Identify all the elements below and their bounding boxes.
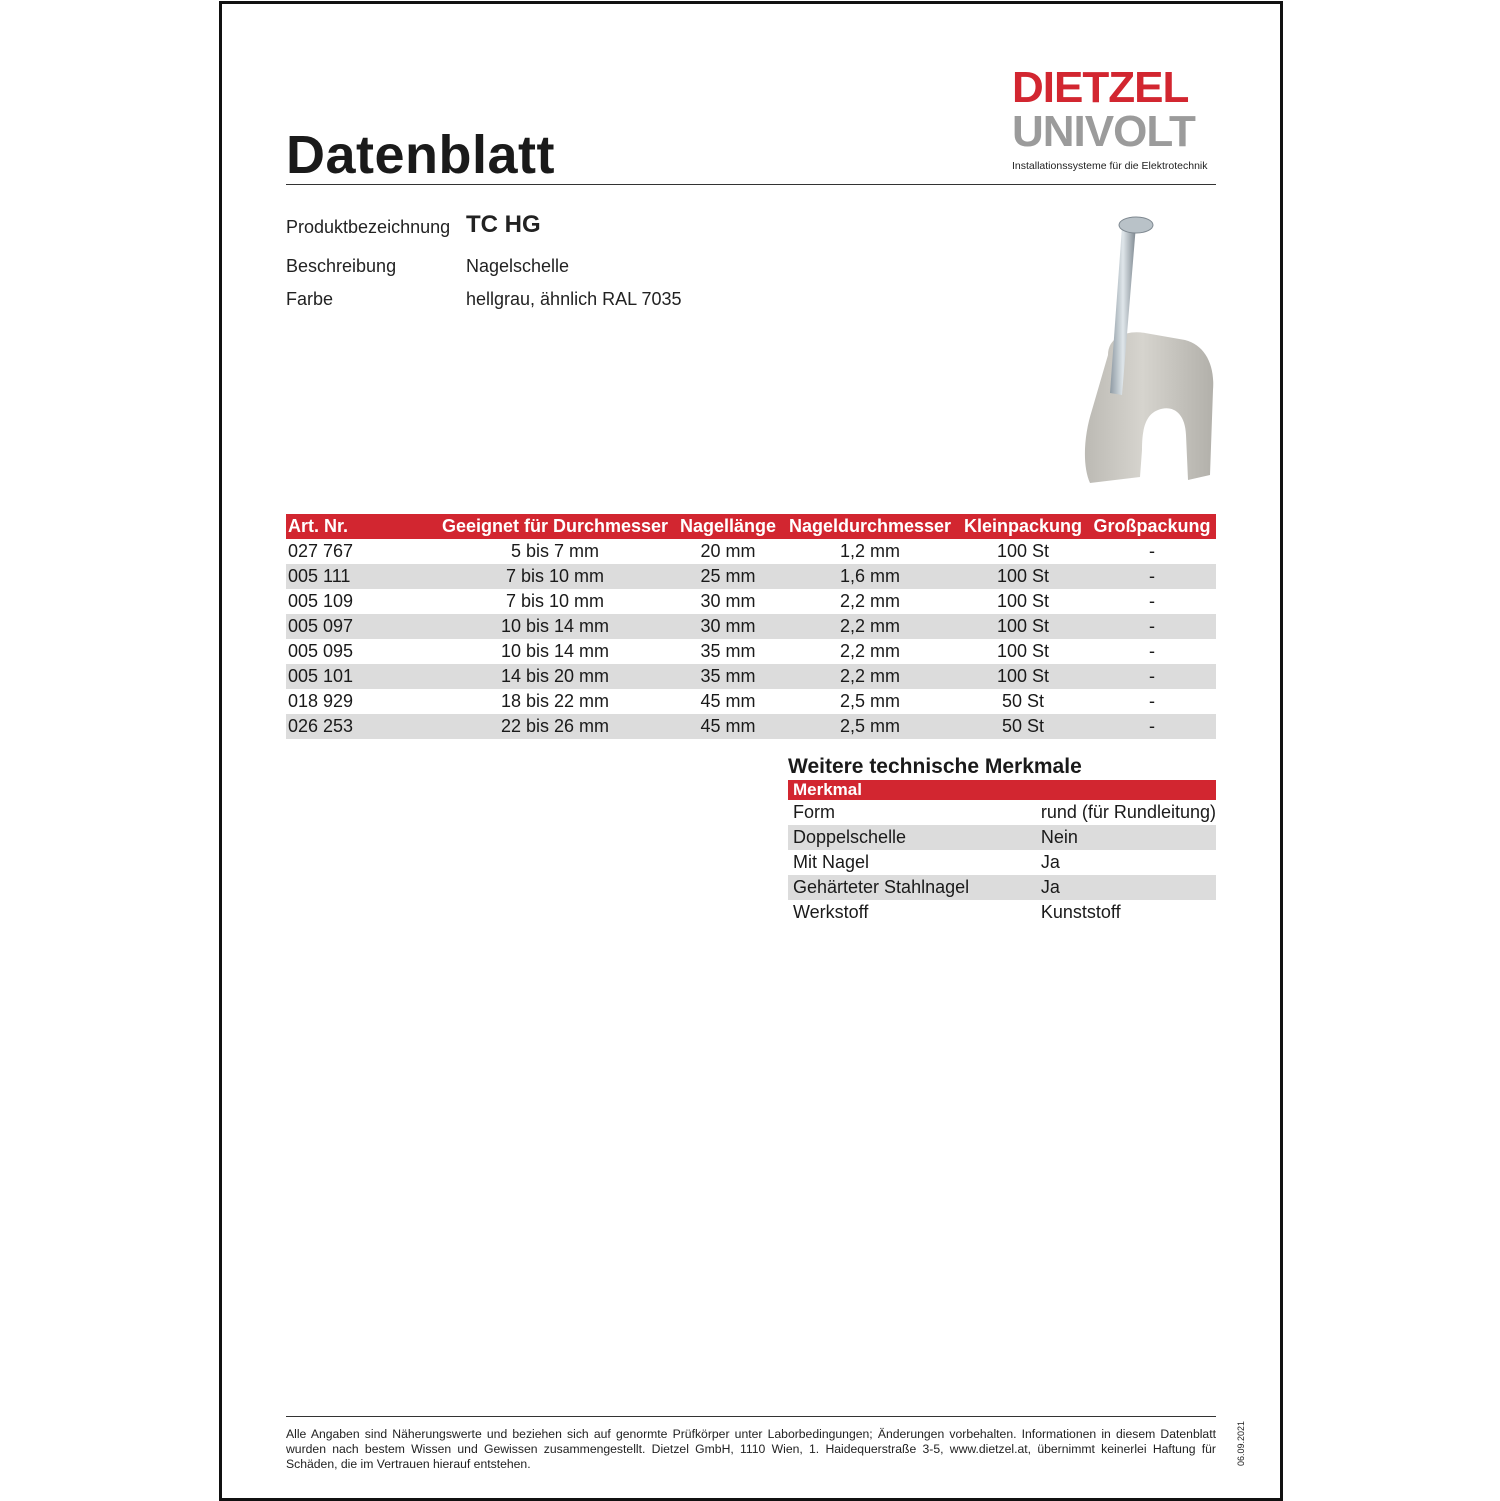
logo-line-2: UNIVOLT — [1012, 107, 1195, 156]
cell-diameter: 22 bis 26 mm — [436, 714, 674, 739]
features-heading: Weitere technische Merkmale — [788, 755, 1082, 778]
cell-art-nr: 026 253 — [286, 714, 436, 739]
features-table — [788, 780, 1216, 925]
table-row — [286, 714, 1216, 739]
feature-row — [788, 850, 1216, 875]
cell-large-pack: - — [1088, 714, 1216, 739]
company-logo — [1012, 63, 1218, 172]
cell-nail-length: 45 mm — [700, 691, 756, 711]
cell-nail-diameter: 2,2 mm — [839, 641, 900, 661]
cell-diameter: 7 bis 10 mm — [505, 591, 605, 611]
feature-name: Doppelschelle — [788, 825, 1036, 850]
table-row — [286, 664, 1216, 689]
cell-large-pack: - — [1149, 541, 1155, 561]
cell-diameter: 10 bis 14 mm — [436, 614, 674, 639]
cell-art-nr: 005 111 — [286, 564, 436, 589]
cell-nail-diameter: 2,2 mm — [782, 614, 958, 639]
feature-name: Form — [793, 802, 835, 822]
col-header-nail-length: Nagellänge — [674, 514, 782, 539]
table-row — [286, 564, 1216, 589]
table-row — [286, 689, 1216, 714]
feature-value: Kunststoff — [1040, 902, 1121, 922]
cell-nail-length: 25 mm — [674, 564, 782, 589]
feature-row — [788, 800, 1216, 825]
cell-large-pack: - — [1149, 691, 1155, 711]
cell-diameter: 7 bis 10 mm — [436, 564, 674, 589]
cell-small-pack: 100 St — [958, 664, 1088, 689]
table-row — [286, 589, 1216, 614]
color-label: Farbe — [286, 289, 334, 309]
feature-value: Nein — [1036, 825, 1216, 850]
logo-line-1: DIETZEL — [1012, 63, 1189, 112]
table-row — [286, 614, 1216, 639]
cell-large-pack: - — [1149, 591, 1155, 611]
cell-art-nr: 005 097 — [286, 614, 436, 639]
cell-nail-length: 30 mm — [700, 591, 756, 611]
cell-art-nr: 027 767 — [288, 541, 354, 561]
cell-small-pack: 100 St — [958, 614, 1088, 639]
features-header-merkmal: Merkmal — [788, 780, 1216, 800]
article-table-header — [286, 514, 1216, 539]
table-row — [286, 639, 1216, 664]
cell-nail-diameter: 2,5 mm — [839, 691, 900, 711]
cell-nail-length: 20 mm — [700, 541, 756, 561]
logo-tagline: Installationssysteme für die Elektrotechnik — [1012, 160, 1208, 172]
cell-nail-diameter: 1,6 mm — [782, 564, 958, 589]
document-date: 06.09.2021 — [1236, 1420, 1246, 1466]
feature-value: Ja — [1036, 875, 1216, 900]
nail-clip-product-image — [1070, 205, 1220, 490]
header-divider — [286, 184, 1216, 185]
cell-large-pack: - — [1149, 641, 1155, 661]
feature-value: rund (für Rundleitung) — [1040, 802, 1216, 822]
col-header-small-pack: Kleinpackung — [958, 514, 1088, 539]
cell-nail-diameter: 2,2 mm — [839, 591, 900, 611]
product-name-value: TC HG — [466, 211, 541, 238]
feature-row — [788, 875, 1216, 900]
color-value: hellgrau, ähnlich RAL 7035 — [466, 289, 682, 309]
description-value: Nagelschelle — [466, 256, 570, 276]
col-header-large-pack: Großpackung — [1088, 514, 1216, 539]
cell-small-pack: 100 St — [958, 564, 1088, 589]
cell-large-pack: - — [1088, 664, 1216, 689]
cell-large-pack: - — [1088, 564, 1216, 589]
cell-art-nr: 005 109 — [288, 591, 354, 611]
cell-small-pack: 50 St — [1001, 691, 1045, 711]
cell-nail-diameter: 1,2 mm — [839, 541, 900, 561]
cell-nail-length: 35 mm — [700, 641, 756, 661]
cell-small-pack: 50 St — [958, 714, 1088, 739]
article-table — [286, 514, 1216, 739]
feature-value: Ja — [1040, 852, 1060, 872]
product-name-label: Produktbezeichnung — [286, 217, 451, 237]
cell-nail-length: 45 mm — [674, 714, 782, 739]
cell-nail-length: 35 mm — [674, 664, 782, 689]
features-table-header — [788, 780, 1216, 800]
cell-art-nr: 005 095 — [288, 641, 354, 661]
cell-diameter: 18 bis 22 mm — [500, 691, 610, 711]
description-label: Beschreibung — [286, 256, 397, 276]
col-header-art-nr: Art. Nr. — [286, 514, 436, 539]
feature-name: Gehärteter Stahlnagel — [788, 875, 1036, 900]
feature-row — [788, 900, 1216, 925]
col-header-nail-diameter: Nageldurchmesser — [782, 514, 958, 539]
footer-divider — [286, 1416, 1216, 1417]
page-title: Datenblatt — [286, 125, 556, 185]
feature-row — [788, 825, 1216, 850]
cell-large-pack: - — [1088, 614, 1216, 639]
cell-small-pack: 100 St — [996, 591, 1050, 611]
feature-name: Werkstoff — [793, 902, 869, 922]
table-row — [286, 539, 1216, 564]
cell-art-nr: 005 101 — [286, 664, 436, 689]
feature-name: Mit Nagel — [793, 852, 870, 872]
cell-nail-length: 30 mm — [674, 614, 782, 639]
cell-diameter: 14 bis 20 mm — [436, 664, 674, 689]
cell-small-pack: 100 St — [996, 641, 1050, 661]
cell-nail-diameter: 2,2 mm — [782, 664, 958, 689]
cell-nail-diameter: 2,5 mm — [782, 714, 958, 739]
cell-art-nr: 018 929 — [288, 691, 354, 711]
cell-diameter: 10 bis 14 mm — [500, 641, 610, 661]
cell-diameter: 5 bis 7 mm — [510, 541, 600, 561]
col-header-diameter: Geeignet für Durchmesser — [436, 514, 674, 539]
footer-disclaimer: Alle Angaben sind Näherungswerte und beziehen sich auf genormte Prüfkörper unter Laborbedingungen; Änderungen vorbehalten. Informationen in diesem Datenblatt wurden nach bestem Wissen und Gewissen zusammengestellt. Dietzel GmbH, 1110 Wien, 1. Haidequerstraße 3-5, www.dietzel.at, übernimmt keinerlei Haftung für Schäden, die im Vertrauen hierauf entstehen. — [286, 1427, 1216, 1471]
cell-small-pack: 100 St — [996, 541, 1050, 561]
